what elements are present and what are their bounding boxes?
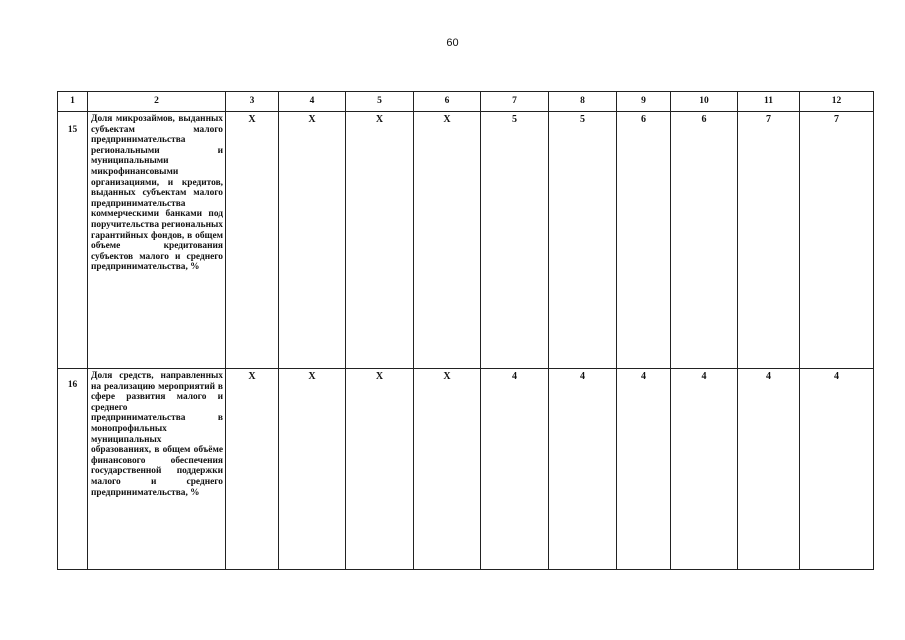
value-cell: 7	[800, 112, 874, 369]
value-cell: X	[279, 112, 346, 369]
column-header: 7	[481, 92, 549, 112]
column-header: 2	[88, 92, 226, 112]
column-header: 9	[617, 92, 671, 112]
row-number: 15	[58, 112, 88, 369]
value-cell: 4	[549, 369, 617, 570]
column-header: 3	[226, 92, 279, 112]
value-cell: X	[414, 112, 481, 369]
value-cell: X	[226, 369, 279, 570]
value-cell: 5	[549, 112, 617, 369]
column-header: 4	[279, 92, 346, 112]
value-cell: X	[226, 112, 279, 369]
value-cell: 5	[481, 112, 549, 369]
indicators-table	[57, 91, 874, 570]
row-number: 16	[58, 369, 88, 570]
column-header: 1	[58, 92, 88, 112]
column-header: 12	[800, 92, 874, 112]
page-number: 60	[446, 37, 459, 49]
value-cell: 6	[671, 112, 738, 369]
column-header: 5	[346, 92, 414, 112]
table-row	[58, 112, 874, 369]
value-cell: 6	[617, 112, 671, 369]
column-header: 8	[549, 92, 617, 112]
column-header: 11	[738, 92, 800, 112]
value-cell: X	[414, 369, 481, 570]
value-cell: 4	[800, 369, 874, 570]
table-row	[58, 369, 874, 570]
column-header: 6	[414, 92, 481, 112]
value-cell: X	[346, 369, 414, 570]
indicator-text: Доля микрозаймов, выданных субъектам малого предпринимательства региональными и муниципальными микрофинансовыми организациями, и кредитов, выданных субъектам малого предпринимательства коммерческими банками под поручительства региональных гарантийных фондов, в общем объеме кредитования субъектов малого и среднего предпринимательства, %	[88, 112, 226, 369]
indicator-text: Доля средств, направленных на реализацию мероприятий в сфере развития малого и среднего предпринимательства в монопрофильных муниципальных образованиях, в общем объёме финансового обеспечения государственной поддержки малого и среднего предпринимательства, %	[88, 369, 226, 570]
value-cell: X	[346, 112, 414, 369]
value-cell: 4	[481, 369, 549, 570]
value-cell: 4	[617, 369, 671, 570]
value-cell: X	[279, 369, 346, 570]
value-cell: 7	[738, 112, 800, 369]
column-header: 10	[671, 92, 738, 112]
table-header-row	[58, 92, 874, 112]
value-cell: 4	[738, 369, 800, 570]
value-cell: 4	[671, 369, 738, 570]
